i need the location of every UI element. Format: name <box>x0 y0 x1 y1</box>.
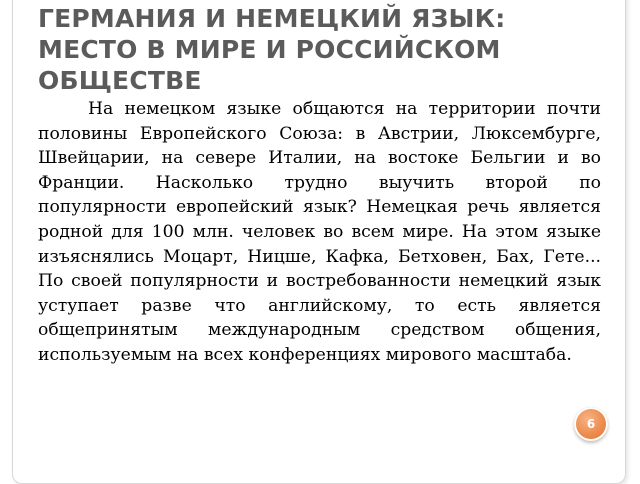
slide-body-text: На немецком языке общаются на территории почти половины Европейского Союза: в Австрии, Люксембурге, Швейцарии, на севере Италии, на востоке Бельгии и во Франции. Насколько трудно выучить второй по популярности европейский язык? Немецкая речь является родной для 100 млн. человек во всем мире. На этом языке изъяснялись Моцарт, Ницше, Кафка, Бетховен, Бах, Гете... По своей популярности и востребованности немецкий язык уступает разве что английскому, то есть является общепринятым международным средством общения, используемым на всех конференциях мирового масштаба. <box>38 99 601 365</box>
page-number-badge <box>574 407 608 441</box>
page-number: 6 <box>586 417 596 431</box>
slide-title: ГЕРМАНИЯ И НЕМЕЦКИЙ ЯЗЫК: МЕСТО В МИРЕ И РОССИЙСКОМ ОБЩЕСТВЕ <box>38 4 506 95</box>
